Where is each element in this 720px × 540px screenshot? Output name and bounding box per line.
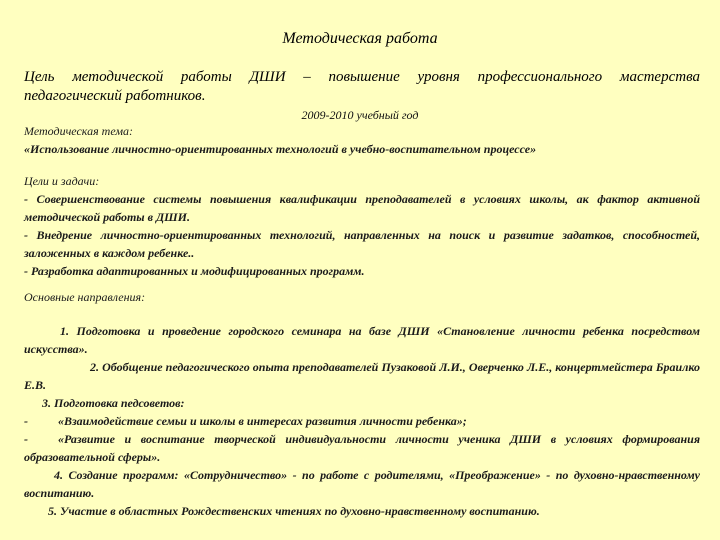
direction-item-1: 1. Подготовка и проведение городского семинара на базе ДШИ «Становление личности ребенка посредством искусства».: [24, 324, 700, 356]
goals-list: [24, 190, 700, 280]
dash-marker: -: [24, 432, 28, 446]
direction-item-2: 2. Обобщение педагогического опыта преподавателей Пузаковой Л.И., Оверченко Л.Е., концертмейстера Браилко Е.В.: [24, 360, 700, 392]
direction-item-3a-text: «Взаимодействие семьи и школы в интересах развития личности ребенка»;: [58, 414, 467, 428]
goals-label: Цели и задачи:: [24, 174, 100, 188]
academic-year: 2009-2010 учебный год: [301, 108, 419, 122]
goal-line-2: педагогический работников.: [24, 88, 206, 104]
direction-item-3a: [24, 412, 700, 430]
list-item: - Внедрение личностно-ориентированных технологий, направленных на поиск и развитие задатков, способностей, заложенных в каждом ребенке..: [24, 228, 700, 260]
direction-item-5: 5. Участие в областных Рождественских чтениях по духовно-нравственному воспитанию.: [48, 504, 540, 518]
list-item: - Совершенствование системы повышения квалификации преподавателей в условиях школы, ак фактор активной методической работы в ДШИ.: [24, 192, 700, 224]
topic-label: Методическая тема:: [24, 124, 134, 138]
directions-label: Основные направления:: [24, 290, 146, 304]
topic-text: «Использование личностно-ориентированных технологий в учебно-воспитательном процессе»: [24, 142, 537, 156]
direction-item-4: 4. Создание программ: «Сотрудничество» - по работе с родителями, «Преображение» - по духовно-нравственному воспитанию.: [24, 468, 700, 500]
goal-line-1: Цель методической работы ДШИ – повышение уровня профессионального мастерства: [24, 69, 700, 85]
list-item: - Разработка адаптированных и модифицированных программ.: [24, 264, 365, 278]
direction-item-3: 3. Подготовка педсоветов:: [42, 396, 185, 410]
page-title: Методическая работа: [282, 30, 438, 47]
dash-marker: -: [24, 414, 28, 428]
goal-statement: [24, 68, 700, 106]
direction-item-3b: [24, 430, 700, 466]
directions-list: [24, 322, 700, 520]
direction-item-3b-text: «Развитие и воспитание творческой индивидуальности личности ученика ДШИ в условиях формирования образовательной сферы».: [24, 432, 700, 464]
